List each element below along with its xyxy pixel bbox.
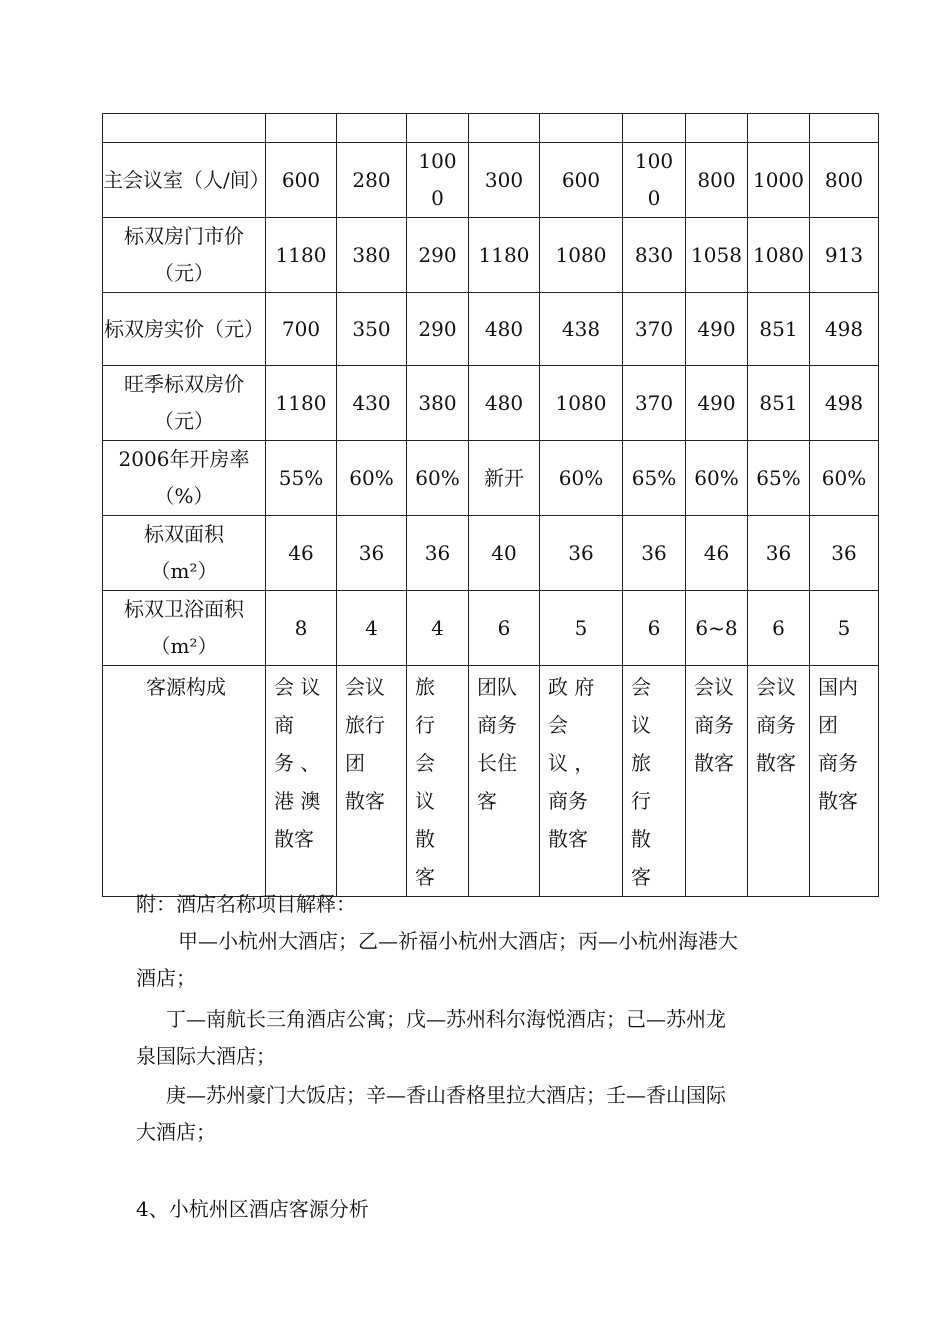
- table-cell: 6: [623, 591, 686, 666]
- customer-source-row: [103, 666, 879, 897]
- table-cell: 1180: [469, 218, 540, 293]
- table-cell: 60%: [407, 441, 469, 516]
- row-label-text: 2006年开房率（%）: [118, 447, 250, 508]
- row-label: [103, 366, 266, 441]
- row-label-text: 标双卫浴面积: [124, 597, 244, 621]
- table-cell: 290: [407, 293, 469, 366]
- table-cell: 913: [810, 218, 879, 293]
- table-cell: 46: [266, 516, 337, 591]
- table-cell: 4: [407, 591, 469, 666]
- table-cell: 1080: [540, 366, 623, 441]
- table-cell: 280: [337, 143, 407, 218]
- section-heading: 4、小杭州区酒店客源分析: [136, 1197, 369, 1221]
- table-cell: 380: [407, 366, 469, 441]
- table-cell: 851: [748, 366, 810, 441]
- table-cell: 会议 旅行 团 散客: [337, 666, 407, 897]
- table-cell: 60%: [540, 441, 623, 516]
- table-cell: 290: [407, 218, 469, 293]
- table-cell: 36: [407, 516, 469, 591]
- table-cell: 370: [623, 366, 686, 441]
- table-row: [103, 591, 879, 666]
- table-cell: 新开: [469, 441, 540, 516]
- row-label: [103, 591, 266, 666]
- note-line-3-cont: 大酒店；: [136, 1120, 216, 1144]
- row-label: [103, 441, 266, 516]
- note-line-2-cont: 泉国际大酒店；: [136, 1044, 276, 1068]
- table-cell: 36: [810, 516, 879, 591]
- table-cell: 36: [540, 516, 623, 591]
- table-cell: 会 议 商 务 、 港 澳 散客: [266, 666, 337, 897]
- table-cell: 65%: [748, 441, 810, 516]
- table-cell: 8: [266, 591, 337, 666]
- row-label-text: 标双房门市价（元）: [124, 224, 244, 285]
- note-line-3: 庚—苏州豪门大饭店；辛—香山香格里拉大酒店；壬—香山国际: [166, 1083, 726, 1107]
- row-label-text: 主会议室（人/间）: [103, 167, 270, 192]
- table-cell: 350: [337, 293, 407, 366]
- hotel-comparison-table: [102, 113, 879, 897]
- table-cell: 65%: [623, 441, 686, 516]
- table-cell: 46: [686, 516, 748, 591]
- row-label: [103, 516, 266, 591]
- row-label-text: 标双面积: [144, 522, 224, 546]
- table-cell: 55%: [266, 441, 337, 516]
- table-cell: 300: [469, 143, 540, 218]
- table-cell: 830: [623, 218, 686, 293]
- table-cell: 498: [810, 293, 879, 366]
- table-cell: 100 0: [407, 143, 469, 218]
- table-cell: 36: [337, 516, 407, 591]
- table-row: [103, 218, 879, 293]
- table-cell: 600: [266, 143, 337, 218]
- table-cell: 4: [337, 591, 407, 666]
- table-cell: 6~8: [686, 591, 748, 666]
- note-line-2: 丁—南航长三角酒店公寓；戊—苏州科尔海悦酒店；己—苏州龙: [166, 1007, 726, 1031]
- table-cell: 480: [469, 293, 540, 366]
- row-label: [103, 218, 266, 293]
- table-row: [103, 143, 879, 218]
- table-cell: 1180: [266, 218, 337, 293]
- row-label: [103, 143, 270, 218]
- note-heading: 附：酒店名称项目解释：: [136, 892, 356, 916]
- table-cell: 600: [540, 143, 623, 218]
- row-label-text: 标双房实价（元）: [104, 316, 264, 341]
- table-cell: 851: [748, 293, 810, 366]
- table-cell: 60%: [686, 441, 748, 516]
- table-cell: 800: [686, 143, 748, 218]
- row-unit: （m²）: [150, 559, 218, 583]
- note-line-1-cont: 酒店；: [136, 966, 196, 990]
- table-row: [103, 366, 879, 441]
- table-body: [103, 114, 879, 897]
- table-cell: 40: [469, 516, 540, 591]
- row-label-text: 旺季标双房价（元）: [124, 372, 244, 433]
- table-cell: 1058: [686, 218, 748, 293]
- table-cell: 490: [686, 366, 748, 441]
- row-label: [103, 293, 266, 366]
- table-cell: 会议 商务 散客: [748, 666, 810, 897]
- table-cell: 380: [337, 218, 407, 293]
- table-row: [103, 441, 879, 516]
- table-row: [103, 293, 879, 366]
- table-cell: 5: [540, 591, 623, 666]
- table-cell: 1000: [748, 143, 810, 218]
- table-cell: 100 0: [623, 143, 686, 218]
- table-cell: 438: [540, 293, 623, 366]
- table-cell: 60%: [337, 441, 407, 516]
- table-cell: 700: [266, 293, 337, 366]
- table-cell: 政 府 会 议 ， 商务 散客: [540, 666, 623, 897]
- table-cell: 60%: [810, 441, 879, 516]
- note-line-1: 甲—小杭州大酒店；乙—祈福小杭州大酒店；丙—小杭州海港大: [178, 929, 738, 953]
- table-cell: 480: [469, 366, 540, 441]
- table-cell: 1080: [540, 218, 623, 293]
- table-cell: 1080: [748, 218, 810, 293]
- table-cell: 1180: [266, 366, 337, 441]
- table-cell: 会 议 旅 行 散 客: [623, 666, 686, 897]
- table-cell: 36: [748, 516, 810, 591]
- table-cell: 团队 商务 长住 客: [469, 666, 540, 897]
- table-cell: 会议 商务 散客: [686, 666, 748, 897]
- table-cell: 5: [810, 591, 879, 666]
- table-cell: 430: [337, 366, 407, 441]
- row-unit: （m²）: [150, 634, 218, 658]
- table-cell: 6: [748, 591, 810, 666]
- table-cell: 国内 团 商务 散客: [810, 666, 879, 897]
- table-cell: 498: [810, 366, 879, 441]
- table-cell: 370: [623, 293, 686, 366]
- table-cell: 6: [469, 591, 540, 666]
- table-row: [103, 516, 879, 591]
- table-cell: 490: [686, 293, 748, 366]
- row-label: 客源构成: [103, 666, 266, 897]
- table-cell: 800: [810, 143, 879, 218]
- table-cell: 36: [623, 516, 686, 591]
- table-header-row: [103, 114, 879, 143]
- table-cell: 旅 行 会 议 散 客: [407, 666, 469, 897]
